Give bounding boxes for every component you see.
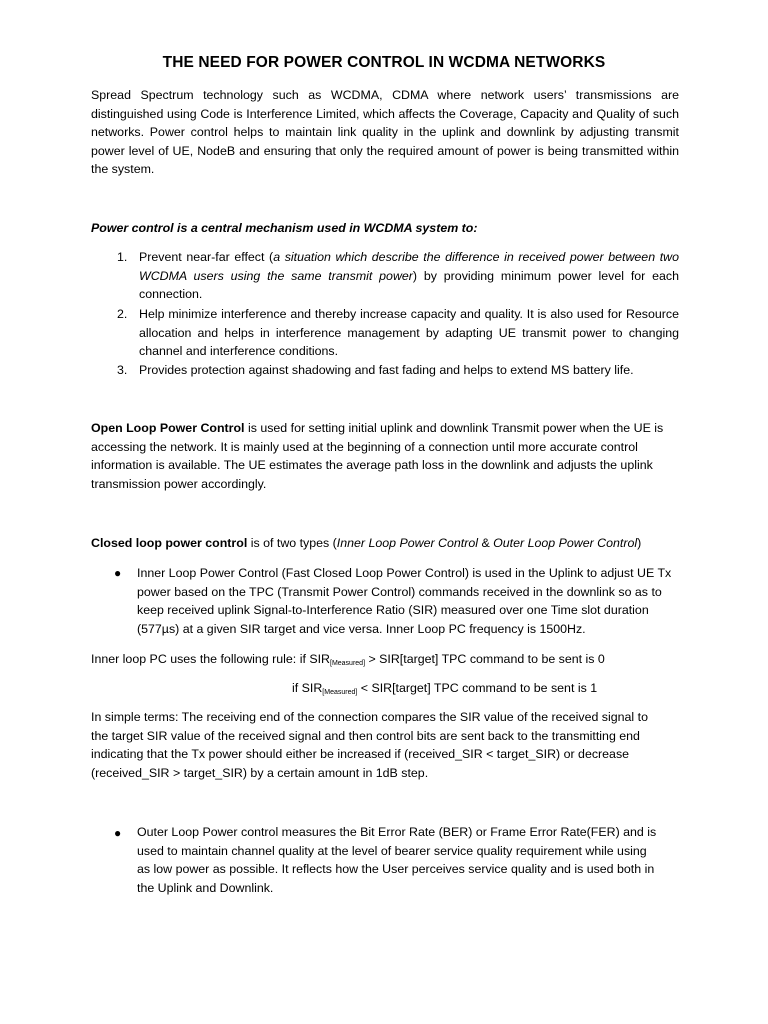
inner-loop-line: keep received uplink Signal-to-Interference Ratio (SIR) measured over one Time slot duration <box>137 603 649 618</box>
intro-line: Spread Spectrum technology such as WCDMA, CDMA where network users’ transmissions are <box>91 88 679 102</box>
rule-condition-2: < SIR[target] TPC command to be sent is 1 <box>357 681 598 695</box>
list-item-text: Help minimize interference and thereby increase capacity and quality. It is also used for Resource allocation and helps in interference management by adapting UE transmit power to changing channel and interference conditions. <box>139 307 679 359</box>
closed-loop-type-outer: Outer Loop Power Control <box>493 536 638 550</box>
simple-terms-line: (received_SIR > target_SIR) by a certain amount in 1dB step. <box>91 765 429 780</box>
simple-terms-line: the target SIR value of the received signal and then control bits are sent back to the transmitting end <box>91 728 640 743</box>
rule-subscript: [Measured] <box>322 689 358 696</box>
bullet-icon: ● <box>114 566 122 580</box>
simple-terms-line: indicating that the Tx power should either be increased if (received_SIR < target_SIR) or decrease <box>91 747 630 762</box>
list-item-lead: Prevent near-far effect ( <box>139 250 274 264</box>
closed-loop-term: Closed loop power control <box>91 536 248 550</box>
open-loop-line <box>91 419 679 438</box>
intro-line: distinguished using Code is Interference Limited, which affects the Coverage, Capacity and Quality of such <box>91 106 679 121</box>
inner-loop-line: power based on the TPC (Transmit Power Control) commands received in the downlink so as to <box>137 584 662 599</box>
bullet-icon: ● <box>114 826 122 840</box>
rule-line-1 <box>91 650 679 669</box>
open-loop-term: Open Loop Power Control <box>91 421 245 435</box>
simple-terms-paragraph <box>91 708 679 782</box>
open-loop-text: is used for setting initial uplink and downlink Transmit power when the UE is <box>244 421 664 435</box>
mechanism-heading: Power control is a central mechanism used in WCDMA system to: <box>91 221 478 235</box>
list-item-text <box>139 248 679 304</box>
rule-line-2 <box>292 679 692 698</box>
rule-intro: Inner loop PC uses the following rule: if SIR <box>91 652 330 666</box>
closed-loop-type-inner: Inner Loop Power Control <box>336 536 478 550</box>
list-number: 1. <box>117 250 128 264</box>
open-loop-line: information is available. The UE estimates the average path loss in the downlink and adjusts the uplink <box>91 458 653 473</box>
inner-loop-bullet <box>137 564 682 638</box>
list-item-text: Provides protection against shadowing and fast fading and helps to extend MS battery life. <box>139 363 634 377</box>
open-loop-line: accessing the network. It is mainly used at the beginning of a connection until more accurate control <box>91 439 638 454</box>
outer-loop-line: the Uplink and Downlink. <box>137 880 274 895</box>
intro-line: power level of UE, NodeB and ensuring that only the required amount of power is being transmitted within <box>91 143 679 158</box>
rule-subscript: [Measured] <box>330 660 366 667</box>
intro-paragraph <box>91 86 679 179</box>
page-title: THE NEED FOR POWER CONTROL IN WCDMA NETWORKS <box>162 54 606 71</box>
list-number: 2. <box>117 307 128 321</box>
rule-if: if SIR <box>292 681 323 695</box>
closed-loop-mid: is of two types ( <box>247 536 337 550</box>
rule-condition-1: > SIR[target] TPC command to be sent is 0 <box>365 652 605 666</box>
outer-loop-line: as low power as possible. It reflects how the User perceives service quality and is used both in <box>137 862 655 877</box>
list-number: 3. <box>117 363 128 377</box>
intro-line: the system. <box>91 162 155 177</box>
intro-line: networks. Power control helps to maintain link quality in the uplink and downlink by adjusting transmit <box>91 125 679 140</box>
outer-loop-bullet <box>137 823 682 897</box>
inner-loop-line: (577µs) at a given SIR target and vice versa. Inner Loop PC frequency is 1500Hz. <box>137 621 586 636</box>
open-loop-paragraph <box>91 419 679 493</box>
simple-terms-line: In simple terms: The receiving end of the connection compares the SIR value of the received signal to <box>91 710 648 724</box>
inner-loop-line: Inner Loop Power Control (Fast Closed Loop Power Control) is used in the Uplink to adjust UE Tx <box>137 566 672 580</box>
outer-loop-line: used to maintain channel quality at the level of bearer service quality requirement while using <box>137 843 647 858</box>
outer-loop-line: Outer Loop Power control measures the Bit Error Rate (BER) or Frame Error Rate(FER) and is <box>137 825 657 839</box>
closed-loop-amp: & <box>478 536 494 550</box>
list-item-italic: a situation which describe the difference in received power between two WCDMA users using the same transmit power <box>139 250 679 283</box>
open-loop-line: transmission power accordingly. <box>91 476 267 491</box>
list-item-tail: ) by providing minimum power level for each connection. <box>139 268 679 302</box>
closed-loop-close: ) <box>637 536 642 550</box>
closed-loop-heading <box>91 534 679 553</box>
